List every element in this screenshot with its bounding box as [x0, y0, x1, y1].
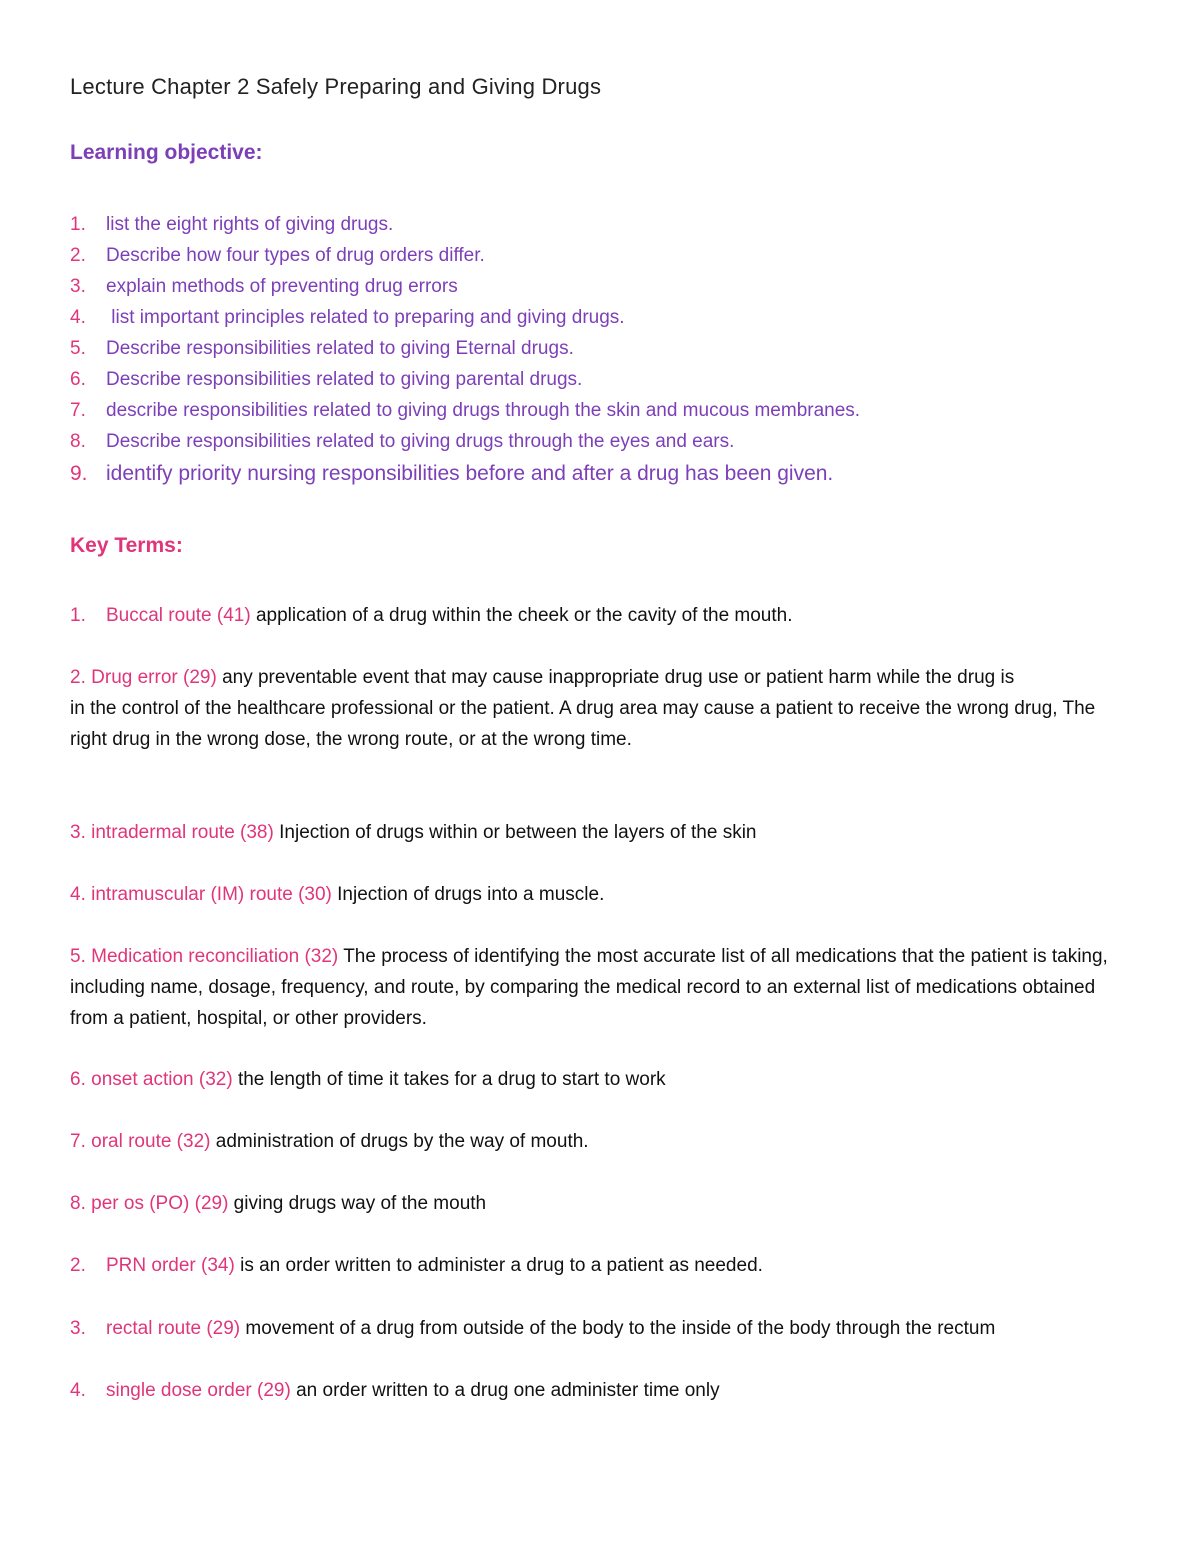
- objective-number: 9.: [70, 462, 88, 485]
- objective-number: 5.: [70, 338, 86, 359]
- objective-text: Describe responsibilities related to giving Eternal drugs.: [106, 338, 574, 359]
- key-term-name: onset action (32): [91, 1069, 233, 1090]
- objective-text: identify priority nursing responsibilities before and after a drug has been given.: [106, 462, 834, 485]
- key-term-number: 7.: [70, 1131, 86, 1152]
- objective-text: describe responsibilities related to giving drugs through the skin and mucous membranes.: [106, 400, 861, 421]
- key-term-definition: Injection of drugs within or between the layers of the skin: [273, 822, 757, 843]
- key-term-name: per os (PO) (29): [91, 1193, 229, 1214]
- objective-text: Describe how four types of drug orders differ.: [106, 245, 485, 266]
- key-term-item: [70, 1313, 1135, 1344]
- key-term-number: 6.: [70, 1069, 86, 1090]
- key-term-definition: administration of drugs by the way of mouth.: [210, 1131, 589, 1152]
- key-term-number: 4.: [70, 1380, 86, 1401]
- key-term-definition: the length of time it takes for a drug to start to work: [232, 1069, 666, 1090]
- key-term-definition: Injection of drugs into a muscle.: [331, 884, 605, 905]
- objective-item: [70, 302, 860, 333]
- key-term-item: [70, 817, 1135, 848]
- key-term-definition: an order written to a drug one administer time only: [290, 1380, 720, 1401]
- key-term-number: 2.: [70, 667, 86, 688]
- key-term-number: 3.: [70, 822, 86, 843]
- objective-text: Describe responsibilities related to giving drugs through the eyes and ears.: [106, 431, 735, 452]
- learning-objective-heading: Learning objective:: [70, 141, 263, 164]
- key-term-item: [70, 1375, 1135, 1406]
- key-term-name: rectal route (29): [106, 1318, 241, 1339]
- key-term-item: [70, 600, 1135, 631]
- objective-item: [70, 240, 860, 271]
- objective-item: [70, 395, 860, 426]
- objective-text: Describe responsibilities related to giving parental drugs.: [106, 369, 583, 390]
- key-term-definition: is an order written to administer a drug to a patient as needed.: [234, 1255, 763, 1276]
- key-term-name: Buccal route (41): [106, 605, 251, 626]
- objective-item: [70, 333, 860, 364]
- key-term-item: [70, 1126, 1135, 1157]
- key-term-item: [70, 879, 1135, 910]
- key-term-number: 2.: [70, 1255, 86, 1276]
- key-term-definition: movement of a drug from outside of the body to the inside of the body through the rectum: [240, 1318, 996, 1339]
- key-term-item: [70, 941, 1135, 1034]
- key-term-item: [70, 662, 1135, 755]
- key-term-name: single dose order (29): [106, 1380, 291, 1401]
- key-term-number: 5.: [70, 946, 86, 967]
- key-term-name: intramuscular (IM) route (30): [91, 884, 332, 905]
- objective-text: explain methods of preventing drug errors: [106, 276, 458, 297]
- objective-item: [70, 364, 860, 395]
- objective-item: [70, 457, 860, 491]
- objective-number: 8.: [70, 431, 86, 452]
- key-term-number: 4.: [70, 884, 86, 905]
- objective-number: 7.: [70, 400, 86, 421]
- key-term-name: intradermal route (38): [91, 822, 274, 843]
- learning-objective-list: [70, 209, 860, 491]
- key-term-number: 8.: [70, 1193, 86, 1214]
- objective-number: 1.: [70, 214, 86, 235]
- objective-text: list the eight rights of giving drugs.: [106, 214, 394, 235]
- key-term-item: [70, 1250, 1135, 1281]
- key-term-name: Medication reconciliation (32): [91, 946, 339, 967]
- objective-text: list important principles related to preparing and giving drugs.: [106, 307, 625, 328]
- document-title: Lecture Chapter 2 Safely Preparing and Giving Drugs: [70, 74, 602, 99]
- key-term-name: PRN order (34): [106, 1255, 235, 1276]
- key-terms-heading: Key Terms:: [70, 534, 183, 557]
- objective-item: [70, 209, 860, 240]
- key-term-definition: The process of identifying the most accurate list of all medications that the patient is taking, including name, dosage, frequency, and route, by comparing the medical record to an external list of medications obtained from a patient, hospital, or other providers.: [70, 946, 1108, 1029]
- key-term-name: Drug error (29): [91, 667, 217, 688]
- objective-number: 4.: [70, 307, 86, 328]
- key-term-number: 1.: [70, 605, 86, 626]
- key-term-definition: any preventable event that may cause inappropriate drug use or patient harm while the drug is: [216, 667, 1015, 688]
- objective-number: 2.: [70, 245, 86, 266]
- key-term-number: 3.: [70, 1318, 86, 1339]
- key-term-item: [70, 1188, 1135, 1219]
- objective-number: 3.: [70, 276, 86, 297]
- objective-item: [70, 426, 860, 457]
- key-term-item: [70, 1064, 1135, 1095]
- key-term-name: oral route (32): [91, 1131, 211, 1152]
- objective-number: 6.: [70, 369, 86, 390]
- key-term-definition: application of a drug within the cheek or the cavity of the mouth.: [250, 605, 793, 626]
- key-term-definition-continued: in the control of the healthcare professional or the patient. A drug area may cause a patient to receive the wrong drug, The right drug in the wrong dose, the wrong route, or at the wrong time.: [70, 698, 1096, 750]
- key-term-definition: giving drugs way of the mouth: [228, 1193, 487, 1214]
- objective-item: [70, 271, 860, 302]
